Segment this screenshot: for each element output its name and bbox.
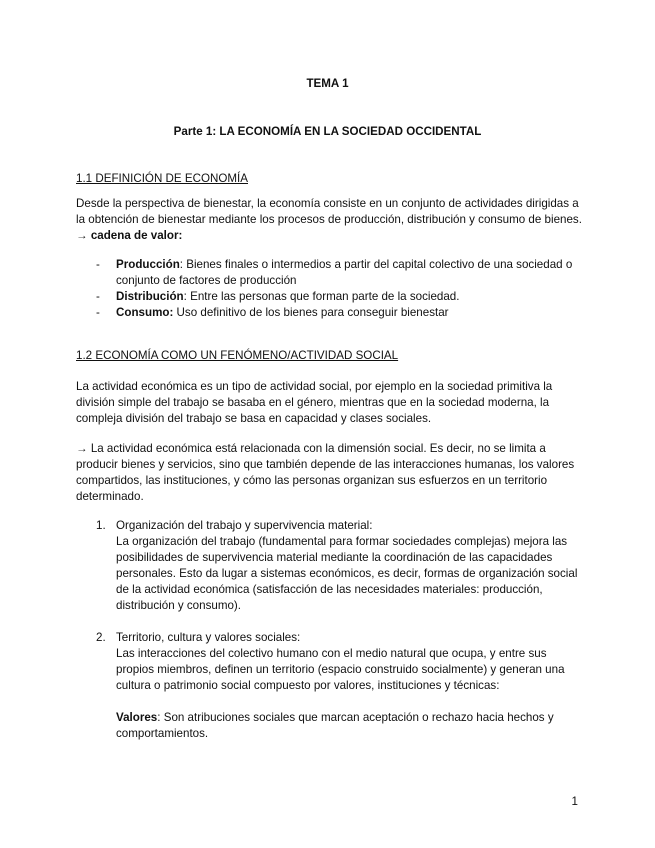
- definition-paragraph: [76, 196, 582, 244]
- page-number: 1: [571, 795, 578, 808]
- value-chain-list: [76, 257, 582, 321]
- values-definition: [116, 710, 582, 742]
- bullet-term: Distribución: [116, 290, 184, 303]
- social-activity-paragraph: La actividad económica es un tipo de actividad social, por ejemplo en la sociedad primitiva la división simple del trabajo se basaba en el género, mientras que en la sociedad moderna, la compleja división del trabajo se basa en capacidad y clases sociales.: [76, 380, 553, 425]
- numbered-list: [76, 518, 582, 742]
- list-item: [76, 518, 582, 614]
- bullet-text: : Bienes finales o intermedios a partir del capital colectivo de una sociedad o conjunto de factores de producción: [116, 258, 573, 287]
- section-heading-fenomeno-social: 1.2 ECONOMÍA COMO UN FENÓMENO/ACTIVIDAD SOCIAL: [76, 349, 399, 362]
- list-item: - Producción: Bienes finales o intermedios a partir del capital colectivo de una sociedad o conjunto de factores de producción: [96, 258, 573, 287]
- bullet-term: Producción: [116, 258, 180, 271]
- document-title: TEMA 1: [306, 77, 349, 90]
- values-text: : Son atribuciones sociales que marcan aceptación o rechazo hacia hechos y comportamientos.: [116, 711, 554, 740]
- item-body: Las interacciones del colectivo humano con el medio natural que ocupa, y entre sus propios miembros, definen un territorio (espacio construido socialmente) y generan una cultura o patrimonio social compuesto por valores, instituciones y técnicas:: [116, 647, 565, 692]
- value-chain-label: cadena de valor:: [90, 229, 183, 242]
- social-dimension-paragraph: → La actividad económica está relacionada con la dimensión social. Es decir, no se limita a producir bienes y servicios, sino que también depende de las interacciones humanas, los valores compartidos, las instituciones, y cómo las personas organizan sus esfuerzos en un territorio determinado.: [76, 442, 575, 503]
- part-title: Parte 1: LA ECONOMÍA EN LA SOCIEDAD OCCIDENTAL: [173, 125, 482, 138]
- list-item: - Consumo: Uso definitivo de los bienes para conseguir bienestar: [96, 306, 449, 319]
- item-number: 2.: [96, 631, 106, 644]
- bullet-text: : Entre las personas que forman parte de la sociedad.: [183, 290, 460, 303]
- bullet-term: Consumo:: [116, 306, 174, 319]
- values-term: Valores: [116, 711, 158, 724]
- item-title: Organización del trabajo y supervivencia material:: [116, 519, 373, 532]
- bullet-text: Uso definitivo de los bienes para conseguir bienestar: [173, 306, 449, 319]
- item-body: La organización del trabajo (fundamental para formar sociedades complejas) mejora las posibilidades de supervivencia material mediante la coordinación de las capacidades personales. Esto da lugar a sistemas económicos, es decir, formas de organización social de la actividad económica (satisfacción de las necesidades materiales: producción, distribución y consumo).: [116, 535, 578, 612]
- item-number: 1.: [96, 519, 106, 532]
- definition-text: Desde la perspectiva de bienestar, la economía consiste en un conjunto de actividades dirigidas a la obtención de bienestar mediante los procesos de producción, distribución y consumo de bienes. →: [76, 197, 582, 242]
- section-heading-definicion: 1.1 DEFINICIÓN DE ECONOMÍA: [76, 172, 248, 185]
- list-item: [76, 630, 582, 742]
- item-title: Territorio, cultura y valores sociales:: [116, 631, 301, 644]
- list-item: - Distribución: Entre las personas que forman parte de la sociedad.: [96, 290, 460, 303]
